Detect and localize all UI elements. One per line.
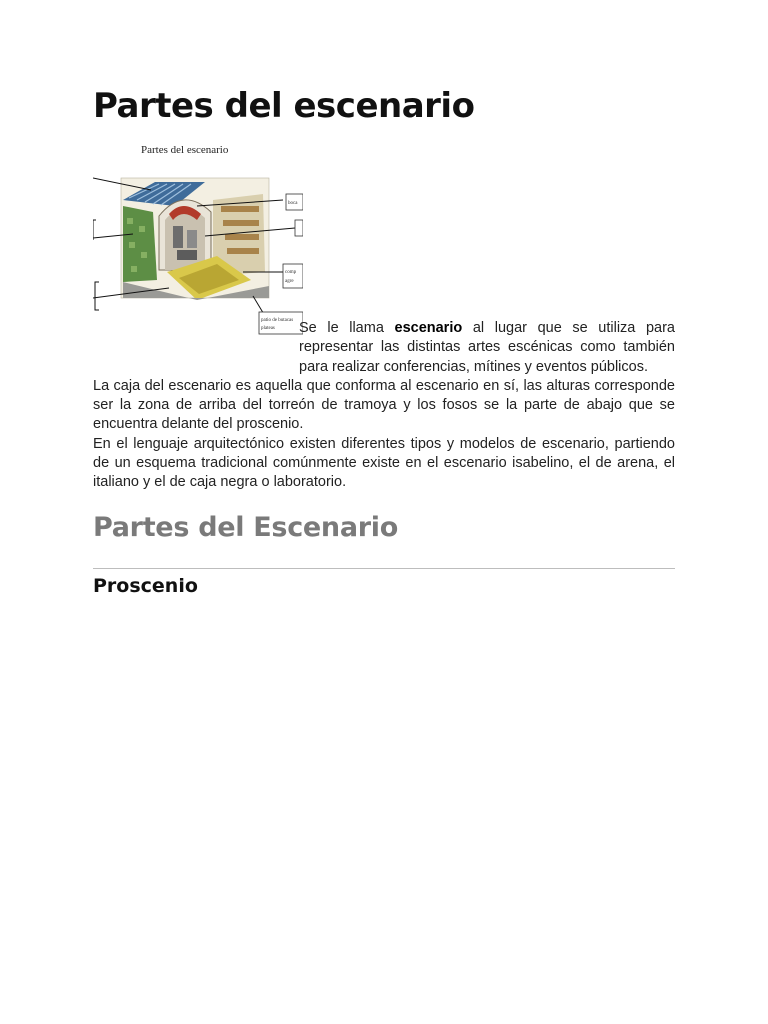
section-heading: Partes del Escenario <box>93 512 398 543</box>
bold-term: escenario <box>394 320 463 336</box>
paragraph-1: Se le llama escenario al lugar que se utiliza para representar las distintas artes escénicas como también para realizar conferencias, mítines y eventos públicos. <box>299 320 675 375</box>
stage-diagram-image <box>93 160 303 336</box>
section-divider <box>93 568 675 569</box>
callout-label: comp <box>285 270 297 275</box>
subsection-heading: Proscenio <box>93 575 198 597</box>
stage-diagram-figure <box>93 140 303 336</box>
paragraph-3: En el lenguaje arquitectónico existen diferentes tipos y modelos de escenario, partiendo de un esquema tradicional comúnmente existe en el escenario isabelino, el de arena, el italiano y el de caja negra o laboratorio. <box>93 435 675 491</box>
callout-label: agre <box>285 279 294 284</box>
page-title: Partes del escenario <box>93 86 475 126</box>
callout-label: patio de butacas <box>261 318 294 323</box>
paragraph-2: La caja del escenario es aquella que conforma al escenario en sí, las alturas corresponde ser la zona de arriba del torreón de tramoya y los fosos se la parte de abajo que se encuentra delante del proscenio. <box>93 377 675 433</box>
callout-label: plateas <box>261 326 275 331</box>
intro-paragraphs <box>93 319 675 493</box>
callout-label: boca <box>288 201 298 206</box>
figure-caption: Partes del escenario <box>141 144 229 156</box>
